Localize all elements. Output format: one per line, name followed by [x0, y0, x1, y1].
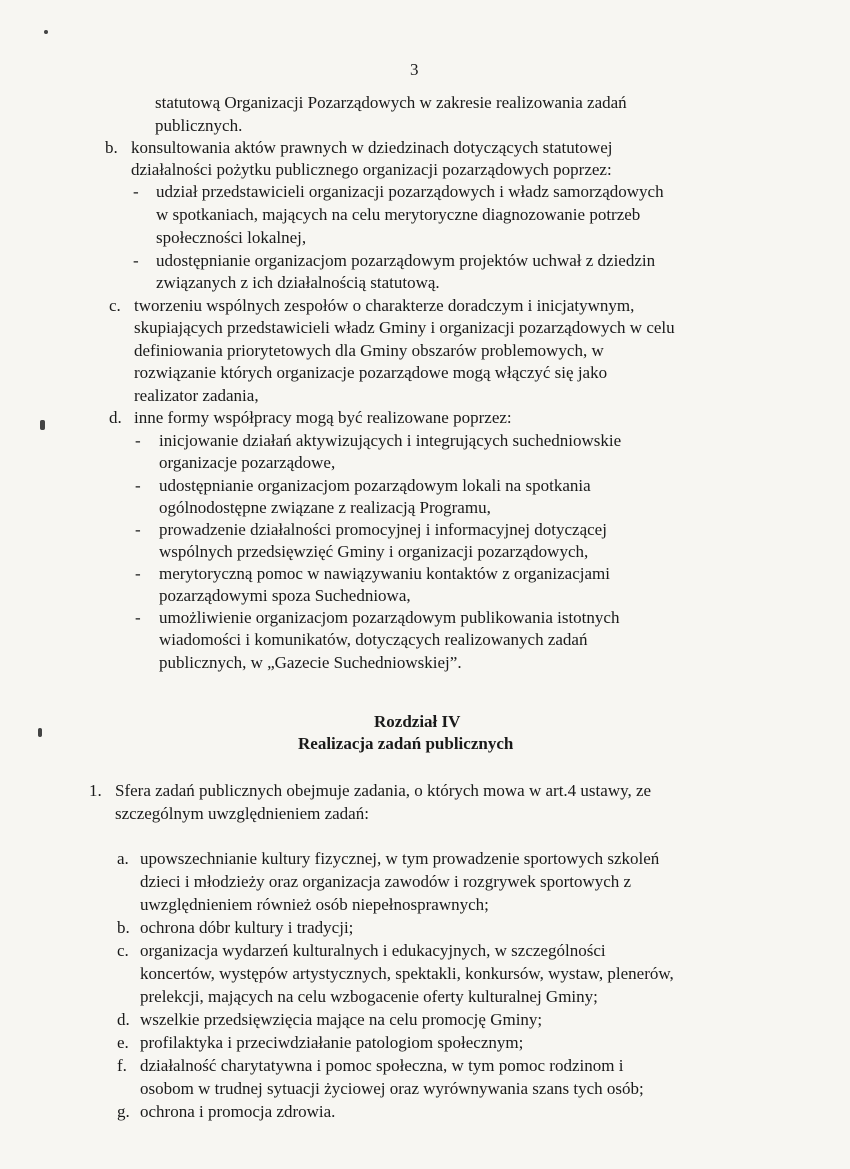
- text-line: realizator zadania,: [134, 386, 259, 405]
- list-marker: a.: [117, 849, 129, 868]
- page-number: 3: [410, 60, 419, 79]
- text-line: udział przedstawicieli organizacji pozarządowych i władz samorządowych: [156, 182, 664, 201]
- chapter-title: Realizacja zadań publicznych: [298, 734, 514, 753]
- scan-speck: [40, 420, 45, 430]
- text-line: merytoryczną pomoc w nawiązywaniu kontaktów z organizacjami: [159, 564, 610, 583]
- list-marker: b.: [105, 138, 118, 157]
- text-line: w spotkaniach, mających na celu merytoryczne diagnozowanie potrzeb: [156, 205, 641, 224]
- text-line: upowszechnianie kultury fizycznej, w tym prowadzenie sportowych szkoleń: [140, 849, 660, 868]
- text-line: prowadzenie działalności promocyjnej i informacyjnej dotyczącej: [159, 520, 607, 539]
- text-line: ogólnodostępne związane z realizacją Programu,: [159, 498, 491, 517]
- list-marker: g.: [117, 1102, 130, 1121]
- list-marker: b.: [117, 918, 130, 937]
- text-line: wszelkie przedsięwzięcia mające na celu promocję Gminy;: [140, 1010, 543, 1029]
- list-marker: c.: [109, 296, 121, 315]
- text-line: społeczności lokalnej,: [156, 228, 307, 247]
- text-line: wiadomości i komunikatów, dotyczących realizowanych zadań: [159, 630, 588, 649]
- text-line: organizacje pozarządowe,: [159, 453, 336, 472]
- text-line: inicjowanie działań aktywizujących i integrujących suchedniowskie: [159, 431, 622, 450]
- text-line: działalność charytatywna i pomoc społeczna, w tym pomoc rodzinom i: [140, 1056, 624, 1075]
- list-marker: d.: [117, 1010, 130, 1029]
- text-line: ochrona dóbr kultury i tradycji;: [140, 918, 354, 937]
- bullet-dash: -: [133, 182, 139, 201]
- text-line: ochrona i promocja zdrowia.: [140, 1102, 336, 1121]
- bullet-dash: -: [133, 251, 139, 270]
- bullet-dash: -: [135, 431, 141, 450]
- bullet-dash: -: [135, 520, 141, 539]
- text-line: prelekcji, mających na celu wzbogacenie oferty kulturalnej Gminy;: [140, 987, 598, 1006]
- list-marker: f.: [117, 1056, 127, 1075]
- text-line: szczególnym uwzględnieniem zadań:: [115, 804, 369, 823]
- bullet-dash: -: [135, 476, 141, 495]
- text-line: definiowania priorytetowych dla Gminy obszarów problemowych, w: [134, 341, 604, 360]
- text-line: związanych z ich działalnością statutową.: [156, 273, 440, 292]
- text-line: publicznych, w „Gazecie Suchedniowskiej”.: [159, 653, 462, 672]
- bullet-dash: -: [135, 564, 141, 583]
- text-line: działalności pożytku publicznego organizacji pozarządowych poprzez:: [131, 160, 612, 179]
- list-marker: d.: [109, 408, 122, 427]
- text-line: dzieci i młodzieży oraz organizacja zawodów i rozgrywek sportowych z: [140, 872, 632, 891]
- text-line: osobom w trudnej sytuacji życiowej oraz wyrównywania szans tych osób;: [140, 1079, 644, 1098]
- scan-speck: [44, 30, 48, 34]
- bullet-dash: -: [135, 608, 141, 627]
- text-line: konsultowania aktów prawnych w dziedzinach dotyczących statutowej: [131, 138, 613, 157]
- text-line: koncertów, występów artystycznych, spektakli, konkursów, wystaw, plenerów,: [140, 964, 674, 983]
- scan-speck: [38, 728, 42, 737]
- text-line: rozwiązanie których organizacje pozarządowe mogą włączyć się jako: [134, 363, 608, 382]
- text-line: wspólnych przedsięwzięć Gminy i organizacji pozarządowych,: [159, 542, 589, 561]
- text-line: umożliwienie organizacjom pozarządowym publikowania istotnych: [159, 608, 620, 627]
- chapter-number: Rozdział IV: [374, 712, 461, 731]
- text-line: profilaktyka i przeciwdziałanie patologiom społecznym;: [140, 1033, 524, 1052]
- text-line: organizacja wydarzeń kulturalnych i edukacyjnych, w szczególności: [140, 941, 606, 960]
- text-line: statutową Organizacji Pozarządowych w zakresie realizowania zadań: [155, 93, 627, 112]
- text-line: udostępnianie organizacjom pozarządowym projektów uchwał z dziedzin: [156, 251, 656, 270]
- text-line: skupiających przedstawicieli władz Gminy i organizacji pozarządowych w celu: [134, 318, 675, 337]
- text-line: tworzeniu wspólnych zespołów o charakterze doradczym i inicjatywnym,: [134, 296, 635, 315]
- list-marker: c.: [117, 941, 129, 960]
- text-line: udostępnianie organizacjom pozarządowym lokali na spotkania: [159, 476, 591, 495]
- text-line: uwzględnieniem również osób niepełnosprawnych;: [140, 895, 489, 914]
- list-marker: e.: [117, 1033, 129, 1052]
- text-line: pozarządowymi spoza Suchedniowa,: [159, 586, 411, 605]
- text-line: inne formy współpracy mogą być realizowane poprzez:: [134, 408, 512, 427]
- text-line: publicznych.: [155, 116, 243, 135]
- text-line: Sfera zadań publicznych obejmuje zadania, o których mowa w art.4 ustawy, ze: [115, 781, 652, 800]
- list-marker: 1.: [89, 781, 102, 800]
